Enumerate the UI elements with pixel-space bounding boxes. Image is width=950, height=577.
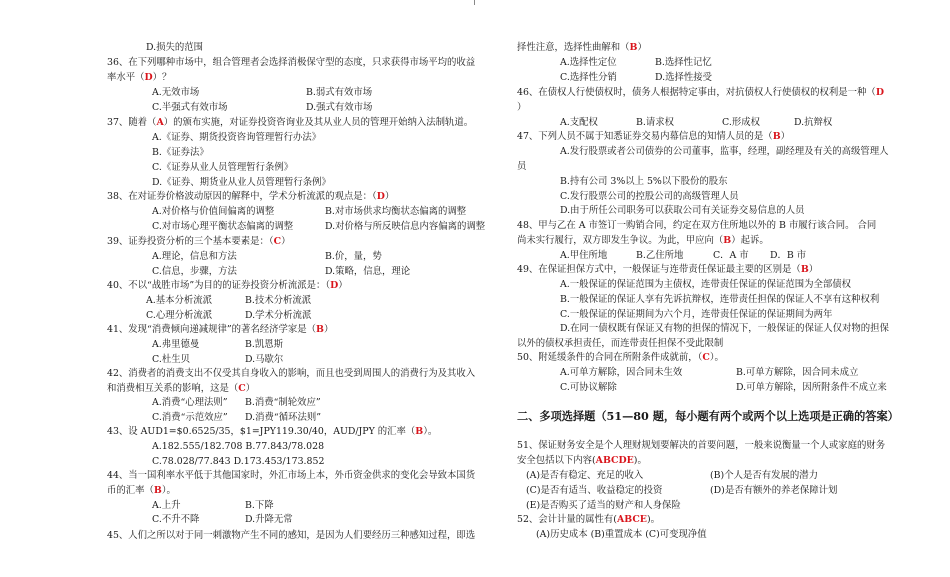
question-50-stem: 50、附延缓条件的合同在所附条件成就前，（C）。 [517,352,724,363]
option-d: D.学术分析流派 [245,310,312,321]
answer-42: C [238,383,246,394]
answer-50: C [702,352,710,363]
option-c: C.可协议解除 [560,382,617,393]
option-e: (E)是否购买了适当的财产和人身保险 [526,500,681,511]
option-d: D.由于所任公司职务可以获取公司有关证券交易信息的人员 [560,205,805,216]
question-45-stem: 45、人们之所以对于同一刺激物产生不同的感知，是因为人们要经历三种感知过程，即选 [107,530,476,541]
option-b: B.凯恩斯 [245,339,283,350]
option-a: A.理论，信息和方法 [152,251,237,262]
option-c: C．A 市 [713,250,749,261]
question-36-stem: 36、在下列哪种市场中，组合管理者会选择消极保守型的态度，只求获得市场平均的收益 [107,57,476,68]
option-b: B.《证券法》 [152,147,209,158]
answer-41: B [316,324,324,335]
option-b: B.选择性记忆 [655,57,712,68]
answer-38: D [376,191,385,202]
option-b: B.技术分析流派 [245,295,312,306]
option-d: D.升降无常 [245,514,293,525]
option-b: B.对市场供求均衡状态偏离的调整 [325,206,467,217]
option-d: D.可单方解除，因所附条件不成立来 [736,382,887,393]
option-b: B.下降 [245,500,274,511]
option-a: A.选择性定位 [560,57,617,68]
option-c: C.消费“示范效应” [152,412,228,423]
option-c: C.《证券从业人员管理暂行条例》 [152,162,294,173]
question-42-stem: 42、消费者的消费支出不仅受其自身收入的影响，而且也受到周围人的消费行为及其收入 [107,368,476,379]
option-d: D.《证券、期货业从业人员管理暂行条例》 [152,177,331,188]
option-d: D.选择性接受 [655,72,713,83]
option-a-b: A.182.555/182.708 B.77.843/78.028 [152,441,325,452]
option-a: A.一般保证的保证范围为主债权，连带责任保证的保证范围为全部债权 [560,279,852,290]
section-heading: 二、多项选择题（51—80 题，每小题有两个或两个以上选项是正确的答案） [517,409,899,423]
page-divider-mark [474,0,475,5]
answer-44: B [153,485,162,496]
option-b: B.可单方解除，因合同未成立 [736,367,859,378]
question-39-stem: 39、证券投资分析的三个基本要素是：（C） [107,236,291,247]
option-a: A.上升 [152,500,181,511]
answer-37: A [156,117,164,128]
option-a: A.支配权 [560,117,598,128]
question-51-stem-line2: 安全包括以下内容(ABCDE)。 [517,455,647,466]
option-d: (D)是否有额外的养老保障计划 [710,485,838,496]
option-d: D.对价格与所反映信息内容偏离的调整 [325,221,486,232]
option-c: C.不升不降 [152,514,200,525]
option-a: A.甲住所地 [560,250,608,261]
question-38-stem: 38、在对证券价格波动原因的解释中，学术分析流派的观点是：（D） [107,191,395,202]
option-a: A.发行股票或者公司债券的公司董事，监事，经理，副经理及有关的高级管理人 [560,146,889,157]
option-c: C.选择性分销 [560,72,617,83]
answer-51: ABCDE [595,455,634,466]
question-44-stem-line2: 币的汇率（B）。 [107,485,176,496]
question-47-stem: 47、下列人员不属于知悉证券交易内幕信息的知情人员的是（B） [517,131,791,142]
option-c: C.杜生贝 [152,354,190,365]
option-b: B.乙住所地 [636,250,684,261]
option-a: A.可单方解除，因合同未生效 [560,367,683,378]
option-b: B.请求权 [636,117,674,128]
question-52-stem: 52、会计计量的属性有(ABCE)。 [517,514,660,525]
option-d: D.抗辩权 [794,117,833,128]
question-51-stem: 51、保证财务安全是个人理财规划要解决的首要问题，一般来说衡量一个人或家庭的财务 [517,440,886,451]
option-d: D.强式有效市场 [306,102,373,113]
answer-40: D [330,280,339,291]
option-c: C.对市场心理平衡状态偏离的调整 [152,221,294,232]
option-c: (C)是否有适当、收益稳定的投资 [526,485,663,496]
option-c: C.发行股票公司的控股公司的高级管理人员 [560,191,739,202]
option-c: C.信息，步骤，方法 [152,266,237,277]
question-37-stem: 37、随着（A）的颁布实施，对证券投资咨询业及其从业人员的管理开始纳入法制轨道。 [107,117,474,128]
question-40-stem: 40、不以“战胜市场”为目的的证券投资分析流派是：（D） [107,280,348,291]
option-d: D.策略，信息，理论 [325,266,411,277]
question-44-stem: 44、当一国利率水平低于其他国家时，外汇市场上本，外币资金供求的变化会导致本国货 [107,470,476,481]
option-c: C.一般保证的保证期间为六个月，连带责任保证的保证期间为两年 [560,309,833,320]
question-41-stem: 41、发现“消费倾向递减规律”的著名经济学家是（B） [107,324,334,335]
option-d: D.在同一债权既有保证又有物的担保的情况下，一般保证的保证人仅对物的担保 [560,323,889,334]
answer-46: D [875,87,884,98]
question-42-stem-line2: 和消费相互关系的影响，这是（C） [107,383,256,394]
option-c: C.心理分析流派 [146,310,213,321]
option-b: (B)个人是否有发展的潜力 [710,470,818,481]
question-43-stem: 43、设 AUD1=$0.6525/35，$1=JPY119.30/40，AUD/JPY 的汇率（B）。 [107,426,438,437]
question-46-stem: 46、在债权人行使债权时，债务人根据特定事由，对抗债权人行使债权的权利是一种（D [517,87,884,98]
option-a: A.《证券、期货投资咨询管理暂行办法》 [152,132,322,143]
option-d: D．B 市 [770,250,807,261]
answer-52: ABCE [616,514,647,525]
option-d: D.消费“循环法则” [245,412,321,423]
question-46-stem-close: ） [517,102,527,113]
option-a: (A)是否有稳定、充足的收入 [526,470,644,481]
option-c: C.形成权 [722,117,760,128]
option-text: D.损失的范围 [146,42,204,53]
option-a: A.无效市场 [152,87,200,98]
answer-39: C [273,236,282,247]
option-b: B.价，量，势 [325,251,382,262]
option-d: D.马歇尔 [245,354,284,365]
option-b: B.持有公司 3%以上 5%以下股份的股东 [560,176,728,187]
question-45-stem-cont: 择性注意，选择性曲解和（B） [517,42,647,53]
option-a: A.弗里德曼 [152,339,200,350]
option-d-cont: 以外的债权承担责任，而连带责任担保不受此限制 [517,338,724,349]
question-48-stem-line2: 尚未实行履行，双方即发生争议。为此，甲应向（B）起诉。 [517,235,769,246]
option-a-b-c: (A)历史成本 (B)重置成本 (C)可变现净值 [536,529,707,540]
option-a: A.对价格与价值间偏离的调整 [152,206,275,217]
option-b: B.一般保证的保证人享有先诉抗辩权，连带责任担保的保证人不享有这种权利 [560,294,880,305]
option-c-d: C.78.028/77.843 D.173.453/173.852 [152,456,325,467]
question-36-stem-line2: 率水平（D）？ [107,72,172,83]
option-b: B.消费“制轮效应” [245,397,321,408]
option-a-cont: 员 [517,161,527,172]
answer-49: B [800,264,809,275]
option-a: A.消费“心理法则” [152,397,228,408]
answer-36: D [144,72,153,83]
answer-48: B [723,235,732,246]
answer-45: B [629,42,638,53]
answer-47: B [772,131,781,142]
answer-43: B [415,426,424,437]
option-c: C.半强式有效市场 [152,102,228,113]
option-b: B.弱式有效市场 [306,87,373,98]
option-a: A.基本分析流派 [146,295,213,306]
question-49-stem: 49、在保证担保方式中，一般保证与连带责任保证最主要的区别是（B） [517,264,819,275]
question-48-stem: 48、甲与乙在 A 市签订一购销合同，约定在双方住所地以外的 B 市履行该合同。 合同 [517,220,877,231]
